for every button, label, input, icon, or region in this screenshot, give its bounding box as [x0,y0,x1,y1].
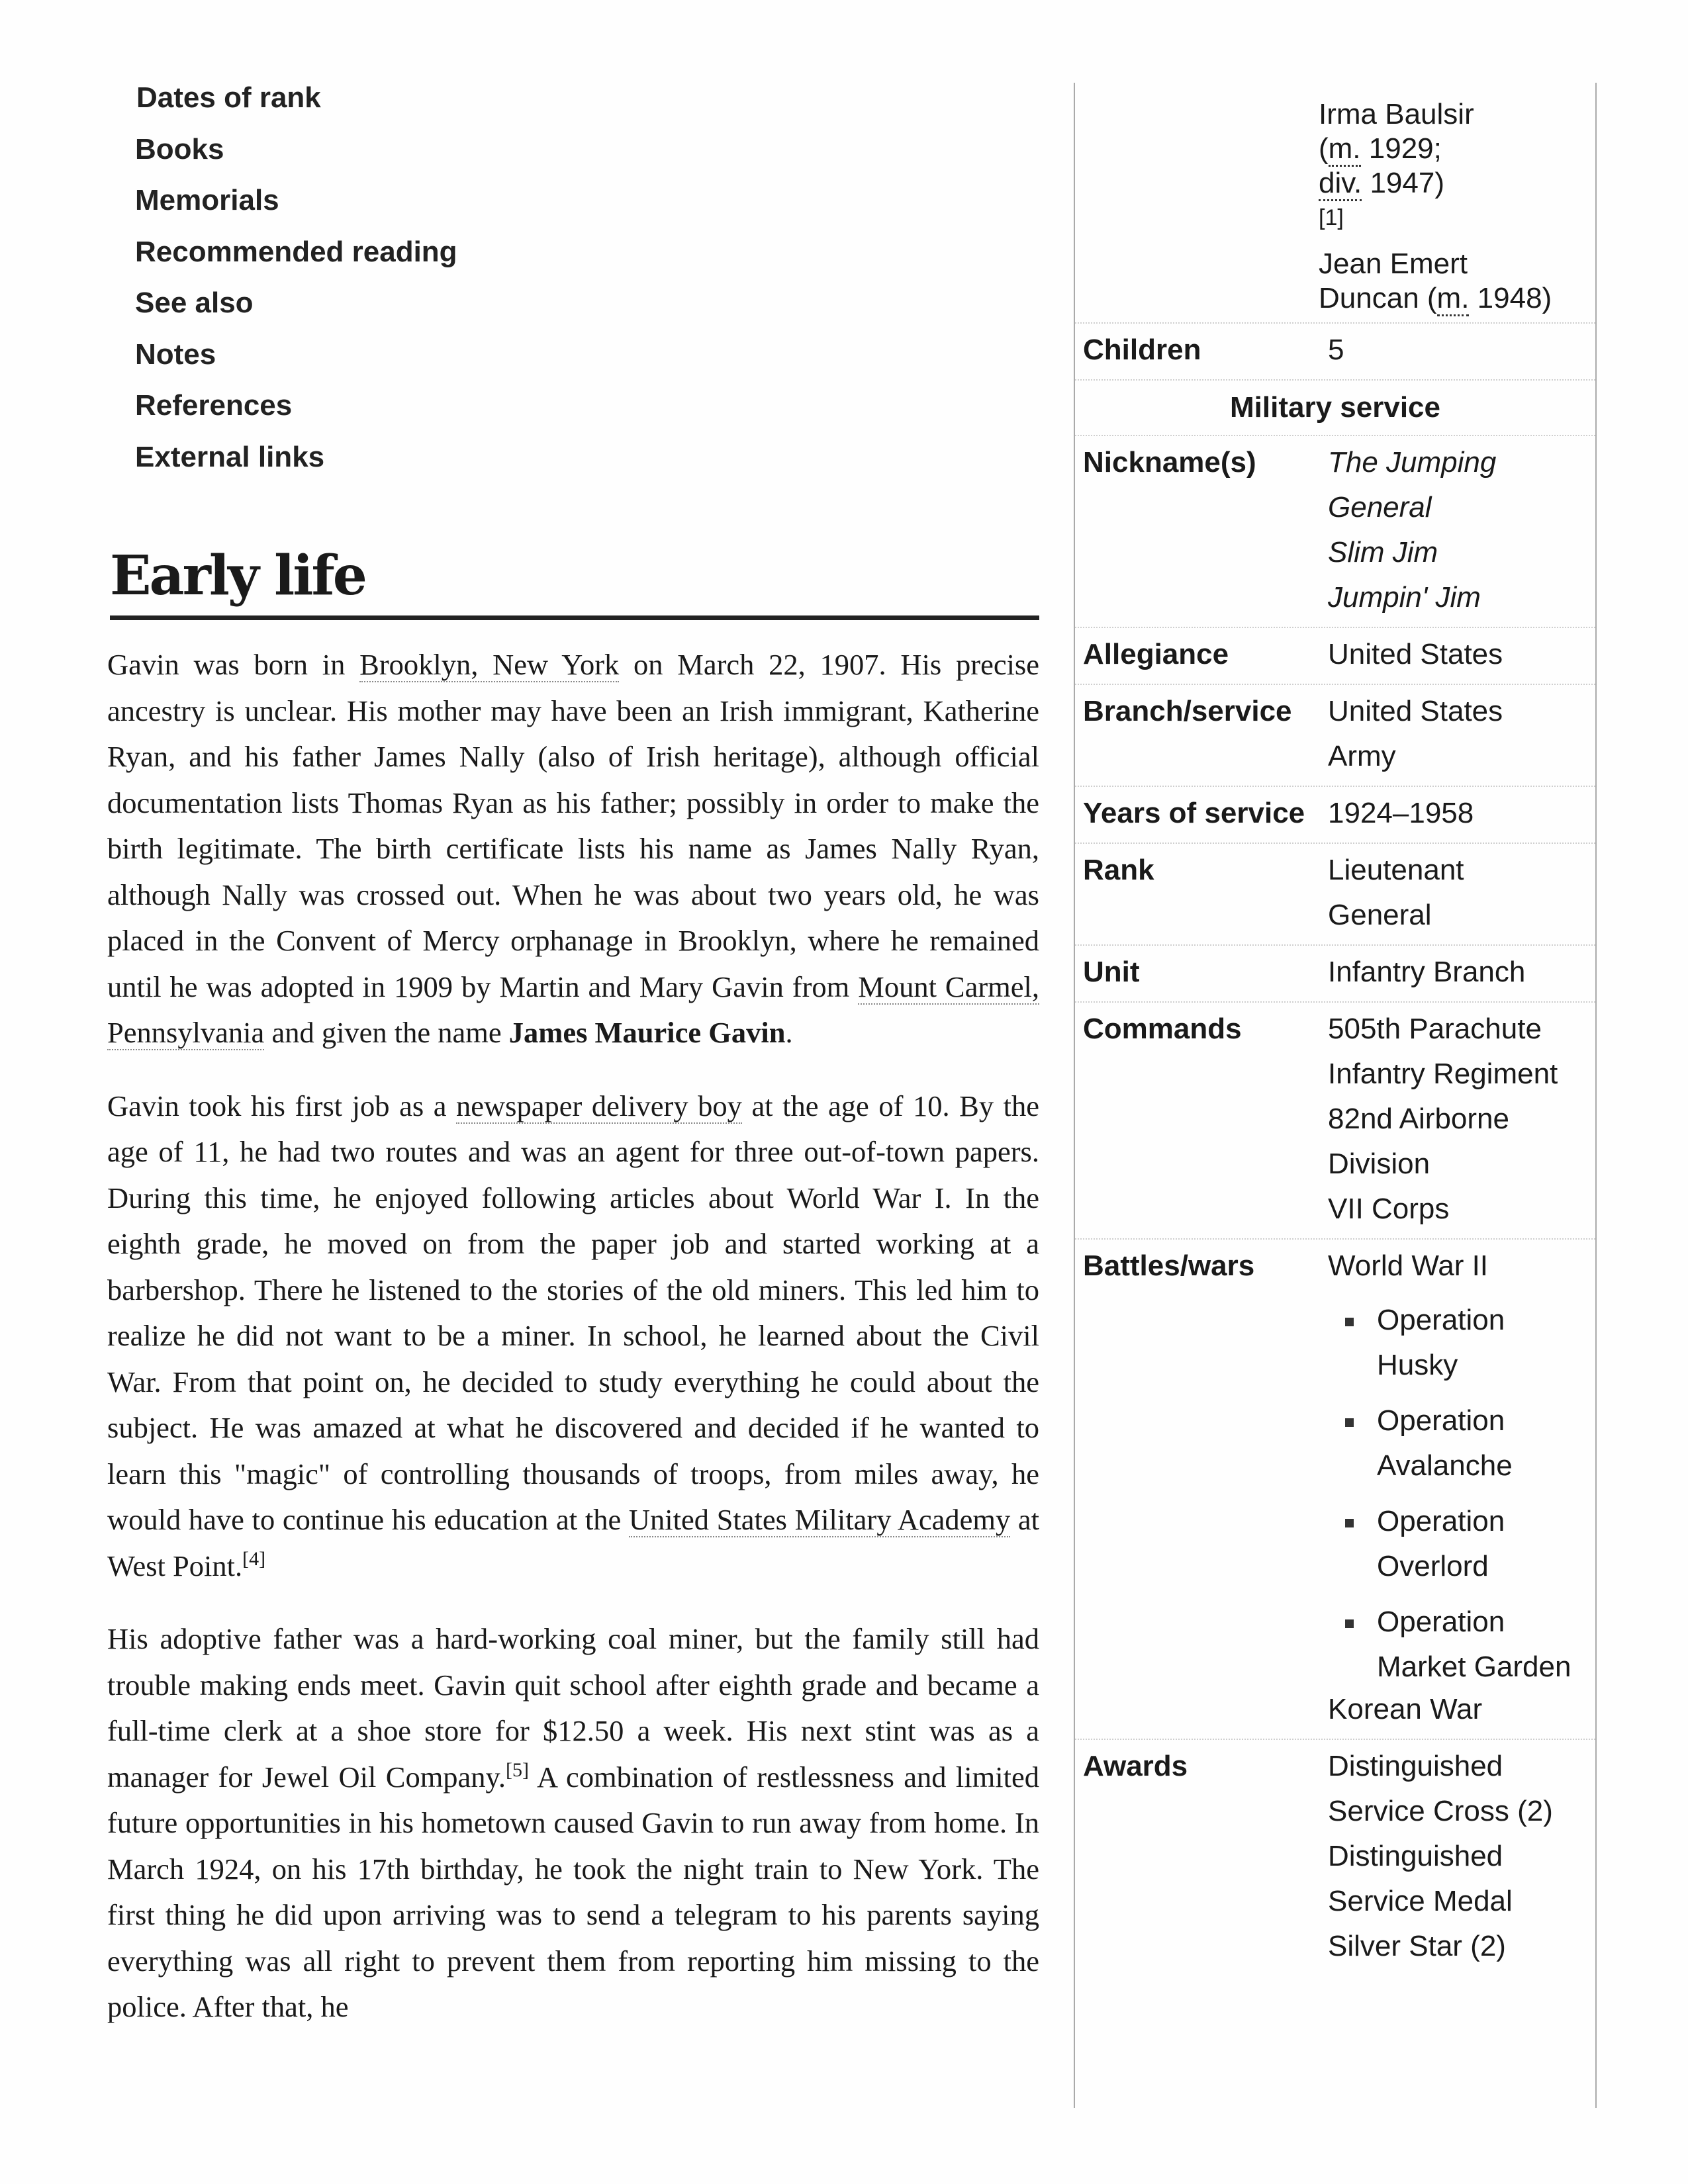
infobox-row-commands [1075,1003,1595,1240]
command-82nd-line1[interactable]: 82nd Airborne [1328,1103,1509,1135]
infobox-row-children [1075,324,1595,381]
link-brooklyn-new-york[interactable]: Brooklyn, New York [359,648,620,681]
spouse-1 [1319,97,1595,235]
article-body [107,642,1039,2058]
op-line: Avalanche [1377,1449,1513,1482]
abbr-married: m. [1437,282,1470,316]
paren: ( [1319,132,1329,165]
op-line: Operation [1377,1304,1505,1336]
operation-market-garden[interactable] [1336,1600,1595,1690]
infobox-header-military-service: Military service [1075,381,1595,436]
infobox-label-children: Children [1083,334,1201,366]
toc-item-books[interactable]: Books [135,132,224,165]
infobox-label-allegiance: Allegiance [1083,638,1229,670]
table-of-contents [135,74,457,484]
toc-item-notes[interactable]: Notes [135,338,216,371]
infobox-row-years-of-service [1075,787,1595,844]
branch-line: United States [1328,695,1503,727]
infobox-label-awards: Awards [1083,1750,1188,1782]
spouse-1-name: Irma Baulsir [1319,98,1474,130]
infobox-value-nicknames [1328,440,1595,620]
infobox-value-allegiance[interactable]: United States [1328,638,1503,670]
award-dsm-line1[interactable]: Distinguished [1328,1840,1503,1872]
toc-item-dates-of-rank[interactable]: Dates of rank [136,81,321,114]
infobox-value-children: 5 [1328,334,1344,366]
paragraph-first-job [107,1083,1039,1590]
op-line: Operation [1377,1404,1505,1437]
infobox-value-battles [1328,1244,1595,1732]
spouse-2-name-line1: Jean Emert [1319,248,1468,280]
spouse-1-married [1319,132,1595,166]
square-bullet-icon [1345,1619,1354,1628]
infobox-label-commands: Commands [1083,1013,1242,1045]
toc-item-references[interactable]: References [135,389,293,422]
infobox-label-battles: Battles/wars [1083,1250,1255,1282]
text: A combination of restlessness and limited future opportunities in his hometown caused Gavin to run away from home. In March 1924, on his 17th birthday, he took the night train to New York. The first thing he did upon arriving was to send a telegram to his parents saying everything was all right to prevent them from reporting him missing to the police. After that, he [107,1760,1039,2023]
divorced-year: 1947) [1362,167,1444,199]
toc-item-see-also[interactable]: See also [135,287,254,319]
command-82nd-line2[interactable]: Division [1328,1148,1430,1180]
nickname: Slim Jim [1328,536,1438,569]
citation-4[interactable]: [4] [242,1547,266,1570]
infobox-label-branch: Branch/service [1083,695,1292,727]
battle-korean-war[interactable]: Korean War [1328,1693,1483,1725]
text: . [785,1016,793,1049]
operation-avalanche[interactable] [1336,1398,1595,1488]
link-united-states-military-academy[interactable]: United States Military Academy [628,1503,1011,1536]
infobox-label-nicknames: Nickname(s) [1083,446,1256,478]
infobox-value-branch[interactable] [1328,689,1595,779]
section-heading-early-life: Early life [110,543,1039,620]
square-bullet-icon [1345,1418,1354,1427]
branch-line: Army [1328,740,1396,772]
infobox [1074,83,1597,2108]
married-year: 1948) [1469,282,1552,314]
nickname: General [1328,491,1432,523]
op-line: Operation [1377,1505,1505,1537]
award-dsm-line2[interactable]: Service Medal [1328,1885,1513,1917]
citation-5[interactable]: [5] [506,1758,530,1781]
married-year: 1929; [1360,132,1442,165]
command-vii-corps[interactable]: VII Corps [1328,1193,1450,1225]
paragraph-adoptive-father [107,1616,1039,2030]
bold-full-name: James Maurice Gavin [508,1016,786,1049]
text: at West Point. [107,1503,1039,1582]
nickname: Jumpin' Jim [1328,581,1481,614]
toc-item-recommended-reading[interactable]: Recommended reading [135,235,457,268]
infobox-label-unit: Unit [1083,956,1140,988]
infobox-row-rank [1075,844,1595,946]
infobox-label-years-of-service [1075,791,1328,836]
infobox-row-allegiance [1075,628,1595,685]
citation-1[interactable]: [1] [1319,205,1344,230]
command-505th-line1[interactable]: 505th Parachute [1328,1013,1542,1045]
text: on March 22, 1907. His precise ancestry is unclear. His mother may have been an Irish immigrant, Katherine Ryan, and his father James Nally (also of Irish heritage), although official documentation lists Thomas Ryan as his father; possibly in order to make the birth legitimate. The birth certificate lists his name as James Nally Ryan, although Nally was crossed out. When he was about two years old, he was placed in the Convent of Mercy orphanage in Brooklyn, where he remained until he was adopted in 1909 by Martin and Mary Gavin from [107,648,1039,1003]
toc-item-external-links[interactable]: External links [135,440,325,473]
text: Gavin took his first job as a [107,1089,456,1122]
square-bullet-icon [1345,1318,1354,1326]
rank-line: Lieutenant [1328,854,1464,886]
abbr-married: m. [1329,132,1361,167]
spouse-2-name-line2 [1319,281,1595,316]
infobox-row-unit [1075,946,1595,1003]
infobox-label-empty [1075,89,1328,316]
nickname: The Jumping [1328,446,1497,478]
op-line: Market Garden [1377,1651,1571,1683]
text: at the age of 10. By the age of 11, he had two routes and was an agent for three out-of-town papers. During this time, he enjoyed following articles about World War I. In the eighth grade, he moved on from the paper job and started working at a barbershop. There he listened to the stories of the old miners. This led him to realize he did not want to be a miner. In school, he learned about the Civil War. From that point on, he decided to study everything he could about the subject. He was amazed at what he discovered and decided if he wanted to learn this "magic" of controlling thousands of troops, from miles away, he would have to continue his education at the [107,1089,1039,1536]
spouse-2-surname: Duncan ( [1319,282,1437,314]
label-line: Years of [1083,797,1197,829]
square-bullet-icon [1345,1519,1354,1527]
op-line: Husky [1377,1349,1458,1381]
infobox-value-commands [1328,1007,1595,1232]
battle-world-war-ii[interactable]: World War II [1328,1250,1489,1282]
command-505th-line2[interactable]: Infantry Regiment [1328,1058,1558,1090]
operation-husky[interactable] [1336,1298,1595,1388]
infobox-label-rank: Rank [1083,854,1154,886]
operations-list [1328,1298,1595,1690]
toc-item-memorials[interactable]: Memorials [135,184,279,216]
abbr-divorced: div. [1319,167,1362,201]
op-line: Overlord [1377,1550,1489,1582]
infobox-row-awards [1075,1740,1595,1976]
link-mount-carmel-pennsylvania[interactable]: Mount Carmel, Pennsylvania [107,970,1039,1049]
op-line: Operation [1377,1606,1505,1638]
infobox-row-spouses [1075,83,1595,324]
infobox-row-nicknames [1075,436,1595,628]
label-line: service [1204,797,1305,829]
infobox-value-unit[interactable]: Infantry Branch [1328,956,1526,988]
infobox-value-rank[interactable] [1328,848,1595,938]
infobox-row-branch [1075,685,1595,787]
award-dsc-line1[interactable]: Distinguished [1328,1750,1503,1782]
infobox-row-battles [1075,1240,1595,1740]
text: and given the name [264,1016,509,1049]
text: Gavin was born in [107,648,360,681]
operation-overlord[interactable] [1336,1499,1595,1589]
infobox-value-years-of-service: 1924–1958 [1328,797,1474,829]
award-silver-star[interactable]: Silver Star (2) [1328,1930,1506,1962]
infobox-value-awards [1328,1744,1595,1969]
text: His adoptive father was a hard-working coal miner, but the family still had trouble making ends meet. Gavin quit school after eighth grade and became a full-time clerk at a shoe store for $12.50 a week. His next stint was as a manager for Jewel Oil Company. [107,1622,1039,1794]
rank-line: General [1328,899,1432,931]
paragraph-birth [107,642,1039,1056]
award-dsc-line2[interactable]: Service Cross (2) [1328,1795,1553,1827]
link-newspaper-delivery-boy[interactable]: newspaper delivery boy [456,1089,742,1122]
spouse-1-divorced [1319,166,1595,201]
infobox-value-spouses [1319,89,1595,316]
spouse-2 [1319,247,1595,316]
